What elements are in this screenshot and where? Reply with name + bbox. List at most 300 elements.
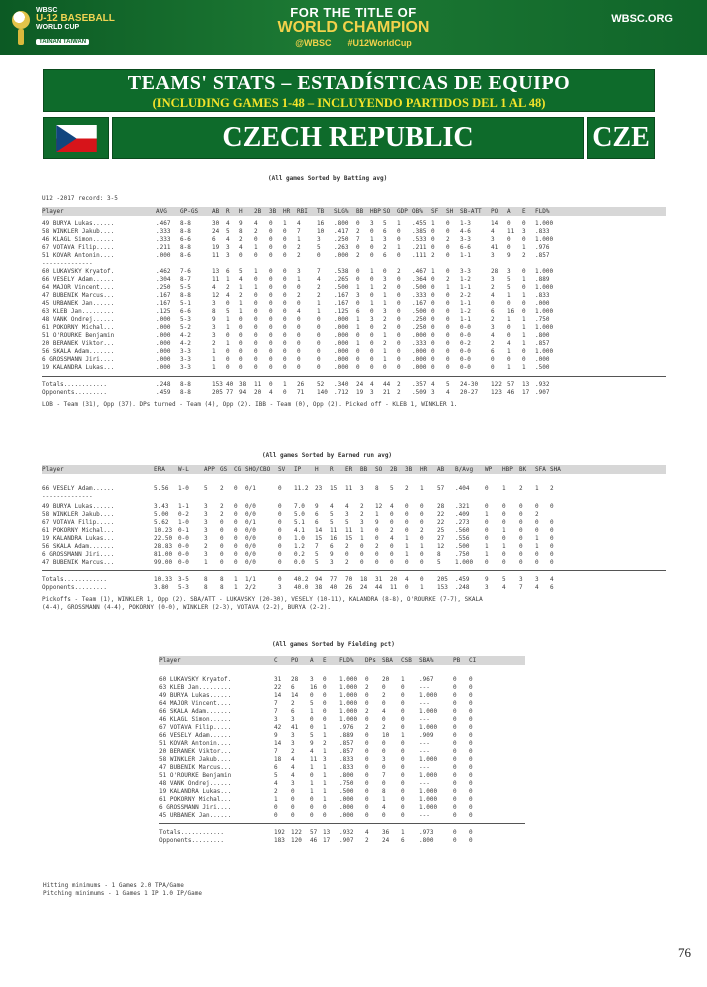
pitching-header-cell: GS bbox=[220, 466, 228, 473]
fielding-cell: 22 bbox=[274, 684, 282, 691]
batting-opponents-cell: 123 bbox=[491, 389, 502, 396]
fielding-cell: 0 bbox=[401, 764, 405, 771]
pitching-opponents-cell: 3.80 bbox=[154, 584, 169, 591]
pitching-cell: 0 bbox=[550, 535, 554, 542]
batting-cell: 6 bbox=[383, 252, 387, 259]
pitching-totals-cell: 0 bbox=[420, 576, 424, 583]
batting-cell: 0 bbox=[269, 268, 273, 275]
pitching-cell: 0 bbox=[278, 551, 282, 558]
batting-cell: 0 bbox=[254, 356, 258, 363]
pitching-opponents-cell: 4 bbox=[502, 584, 506, 591]
fielding-cell: 67 VOTAVA Filip..... bbox=[159, 724, 232, 731]
pitching-cell: 0 bbox=[390, 559, 394, 566]
batting-cell: 0 bbox=[239, 348, 243, 355]
pitching-cell: 0 bbox=[234, 527, 238, 534]
fielding-cell: 4 bbox=[291, 772, 295, 779]
batting-opponents-cell: 205 bbox=[212, 389, 223, 396]
pitching-cell: 0 bbox=[420, 551, 424, 558]
batting-cell: 0 bbox=[283, 316, 287, 323]
fielding-row bbox=[159, 700, 525, 708]
pitching-cell: 2 bbox=[519, 485, 523, 492]
batting-cell: 0 bbox=[254, 340, 258, 347]
batting-cell: 1.000 bbox=[535, 308, 554, 315]
batting-cell: 0 bbox=[397, 332, 401, 339]
fielding-cell: 0 bbox=[382, 700, 386, 707]
fielding-cell: 0 bbox=[401, 756, 405, 763]
pitching-cell: 12 bbox=[437, 543, 445, 550]
batting-cell: 4 bbox=[491, 292, 495, 299]
batting-cell: 0 bbox=[397, 252, 401, 259]
batting-cell: 8-8 bbox=[180, 220, 191, 227]
batting-header-cell: GP-GS bbox=[180, 208, 199, 215]
pitching-opponents-cell: 3 bbox=[485, 584, 489, 591]
fielding-cell: 1.000 bbox=[339, 692, 358, 699]
fielding-cell: 46 KLAGL Simon...... bbox=[159, 716, 232, 723]
batting-cell: 3-3 bbox=[460, 236, 471, 243]
batting-cell: 0 bbox=[507, 332, 511, 339]
batting-cell: 2 bbox=[239, 292, 243, 299]
batting-cell: 2 bbox=[356, 228, 360, 235]
pitching-cell: 2 bbox=[390, 527, 394, 534]
batting-cell: 1 bbox=[446, 284, 450, 291]
batting-cell: 0 bbox=[431, 316, 435, 323]
batting-cell: 3 bbox=[507, 268, 511, 275]
batting-cell: 0 bbox=[491, 356, 495, 363]
batting-cell: .000 bbox=[412, 348, 427, 355]
fielding-cell: 0 bbox=[323, 716, 327, 723]
batting-cell: 1.000 bbox=[535, 324, 554, 331]
totals-rule bbox=[42, 570, 666, 571]
batting-cell: 0 bbox=[269, 316, 273, 323]
batting-totals-cell: 44 bbox=[383, 381, 391, 388]
fielding-cell: 1.000 bbox=[419, 772, 438, 779]
fielding-cell: 0 bbox=[401, 780, 405, 787]
fielding-cell: .800 bbox=[339, 772, 354, 779]
pitching-header-cell: HR bbox=[420, 466, 428, 473]
batting-cell: 0 bbox=[491, 364, 495, 371]
batting-cell: 4-2 bbox=[180, 340, 191, 347]
pitching-cell: 61 POKORNY Michal... bbox=[42, 527, 115, 534]
batting-header-cell: AVG bbox=[156, 208, 167, 215]
pitching-cell: 0 bbox=[390, 511, 394, 518]
pitching-totals-cell: 5 bbox=[502, 576, 506, 583]
batting-cell: 0 bbox=[269, 300, 273, 307]
website-link[interactable]: WBSC.ORG bbox=[611, 13, 673, 25]
pitching-cell: 0/0 bbox=[245, 543, 256, 550]
pitching-cell: 6 bbox=[330, 543, 334, 550]
fielding-row bbox=[159, 676, 525, 684]
batting-cell: 1 bbox=[239, 308, 243, 315]
pitching-opponents-cell: 24 bbox=[360, 584, 368, 591]
pitching-cell: 9 bbox=[330, 551, 334, 558]
pitching-cell: 0 bbox=[234, 551, 238, 558]
fielding-cell: 0 bbox=[453, 732, 457, 739]
pitching-cell: .404 bbox=[455, 485, 470, 492]
pitching-totals-cell: Totals............ bbox=[42, 576, 108, 583]
batting-cell: 0 bbox=[397, 324, 401, 331]
batting-cell: 48 VANK Ondrej...... bbox=[42, 316, 115, 323]
batting-cell: 0 bbox=[356, 356, 360, 363]
batting-cell: 1.000 bbox=[535, 268, 554, 275]
fielding-cell: .833 bbox=[339, 764, 354, 771]
batting-cell: 0 bbox=[283, 308, 287, 315]
fielding-cell: 2 bbox=[365, 684, 369, 691]
fielding-cell: 0 bbox=[469, 724, 473, 731]
batting-cell: 1 bbox=[356, 340, 360, 347]
batting-cell: 0 bbox=[269, 308, 273, 315]
pitching-cell: 0 bbox=[502, 511, 506, 518]
fielding-cell: 0 bbox=[469, 692, 473, 699]
fielding-cell: 45 URBANEK Jan...... bbox=[159, 812, 232, 819]
fielding-totals-cell: 4 bbox=[365, 829, 369, 836]
batting-cell: 0 bbox=[397, 316, 401, 323]
fielding-cell: 0 bbox=[469, 676, 473, 683]
fielding-cell: 0 bbox=[382, 740, 386, 747]
batting-opponents-cell: 2 bbox=[397, 389, 401, 396]
batting-cell: 0 bbox=[431, 332, 435, 339]
batting-opponents-cell: 4 bbox=[269, 389, 273, 396]
batting-cell: 0 bbox=[269, 276, 273, 283]
fielding-cell: 4 bbox=[274, 780, 278, 787]
fielding-cell: .000 bbox=[339, 796, 354, 803]
batting-cell: 0 bbox=[283, 292, 287, 299]
fielding-cell: 3 bbox=[323, 756, 327, 763]
pitching-cell: 0 bbox=[420, 535, 424, 542]
fielding-cell: 0 bbox=[365, 676, 369, 683]
fielding-cell: 0 bbox=[453, 780, 457, 787]
batting-cell: 66 VESELY Adam...... bbox=[42, 276, 115, 283]
batting-header-cell: 2B bbox=[254, 208, 262, 215]
batting-cell: .265 bbox=[334, 276, 349, 283]
batting-cell: 0 bbox=[226, 356, 230, 363]
pitching-cell: 1 bbox=[405, 551, 409, 558]
fielding-cell: 6 bbox=[291, 684, 295, 691]
fielding-cell: 0 bbox=[469, 708, 473, 715]
fielding-cell: 1.000 bbox=[419, 724, 438, 731]
batting-cell: 0 bbox=[370, 252, 374, 259]
batting-cell: .250 bbox=[156, 284, 171, 291]
pitching-cell: 15 bbox=[345, 535, 353, 542]
fielding-cell: 1.000 bbox=[419, 756, 438, 763]
fielding-cell: 0 bbox=[401, 812, 405, 819]
pitching-cell: 1-0 bbox=[178, 519, 189, 526]
batting-cell: 0 bbox=[283, 364, 287, 371]
batting-cell: 5 bbox=[507, 276, 511, 283]
page-number: 76 bbox=[678, 945, 691, 960]
batting-header-cell: GDP bbox=[397, 208, 408, 215]
batting-cell: 1 bbox=[226, 324, 230, 331]
batting-cell: 0 bbox=[397, 356, 401, 363]
batting-cell: .976 bbox=[535, 244, 550, 251]
batting-cell: .857 bbox=[535, 252, 550, 259]
batting-cell: .000 bbox=[156, 348, 171, 355]
fielding-cell: 63 KLEB Jan......... bbox=[159, 684, 232, 691]
batting-cell: 0 bbox=[507, 244, 511, 251]
pitching-cell: 0 bbox=[405, 559, 409, 566]
fielding-header-cell: PO bbox=[291, 657, 299, 664]
fielding-cell: 3 bbox=[291, 780, 295, 787]
batting-cell: 0 bbox=[522, 300, 526, 307]
pitching-cell: 2 bbox=[345, 543, 349, 550]
batting-opponents-cell: 77 bbox=[226, 389, 234, 396]
batting-cell: 0 bbox=[254, 324, 258, 331]
batting-cell: 20 BERANEK Viktor... bbox=[42, 340, 115, 347]
batting-cell: 0 bbox=[370, 292, 374, 299]
pitching-cell: 0 bbox=[375, 527, 379, 534]
fielding-header-cell: E bbox=[323, 657, 327, 664]
batting-cell: 0 bbox=[431, 340, 435, 347]
pitching-cell: 11 bbox=[345, 485, 353, 492]
fielding-cell: 0 bbox=[401, 692, 405, 699]
batting-totals-cell: .932 bbox=[535, 381, 550, 388]
fielding-row bbox=[159, 812, 525, 820]
pitching-cell: 12 bbox=[375, 503, 383, 510]
batting-cell: 0 bbox=[239, 356, 243, 363]
batting-cell: .125 bbox=[156, 308, 171, 315]
batting-cell: 1 bbox=[507, 316, 511, 323]
fielding-opponents-row bbox=[159, 837, 525, 845]
batting-cell: 0 bbox=[491, 300, 495, 307]
pitching-cell: 3 bbox=[204, 535, 208, 542]
fielding-cell: 0 bbox=[453, 684, 457, 691]
logo-location: TAINAN TAIWAN bbox=[36, 39, 89, 45]
batting-cell: 5-5 bbox=[180, 284, 191, 291]
pitching-cell: 6 GROSSMANN Jiri.... bbox=[42, 551, 115, 558]
pitching-cell: 0 bbox=[519, 559, 523, 566]
batting-cell: 0 bbox=[446, 300, 450, 307]
pitching-cell: 1 bbox=[420, 485, 424, 492]
pitching-cell: 7.0 bbox=[294, 503, 305, 510]
pitching-opponents-cell: 5-3 bbox=[178, 584, 189, 591]
fielding-cell: 0 bbox=[453, 716, 457, 723]
fielding-header-cell: A bbox=[310, 657, 314, 664]
pitching-cell: 0 bbox=[519, 535, 523, 542]
batting-cell: 5 bbox=[239, 268, 243, 275]
batting-cell: 0 bbox=[431, 324, 435, 331]
pitching-cell: 0.0 bbox=[294, 559, 305, 566]
batting-cell: 1-1 bbox=[460, 252, 471, 259]
batting-cell: 0 bbox=[254, 364, 258, 371]
fielding-cell: 58 WINKLER Jakub.... bbox=[159, 756, 232, 763]
fielding-cell: 51 KOVAR Antonin.... bbox=[159, 740, 232, 747]
batting-cell: 7 bbox=[297, 228, 301, 235]
pitching-header-cell: HBP bbox=[502, 466, 513, 473]
batting-cell: 3 bbox=[383, 308, 387, 315]
batting-cell: 0 bbox=[397, 236, 401, 243]
pitching-header-cell: CG bbox=[234, 466, 242, 473]
fielding-row bbox=[159, 788, 525, 796]
pitching-opponents-cell: 11 bbox=[390, 584, 398, 591]
pitching-cell: 0 bbox=[519, 519, 523, 526]
fielding-cell: 0 bbox=[310, 724, 314, 731]
batting-cell: 2 bbox=[317, 284, 321, 291]
batting-cell: 0 bbox=[283, 332, 287, 339]
batting-cell: .000 bbox=[156, 340, 171, 347]
totals-rule bbox=[159, 823, 525, 824]
pitching-cell: 2 bbox=[204, 543, 208, 550]
batting-cell: 0 bbox=[269, 356, 273, 363]
fielding-cell: 0 bbox=[382, 764, 386, 771]
batting-cell: 11 bbox=[212, 276, 220, 283]
pitching-cell: 0 bbox=[502, 503, 506, 510]
fielding-cell: 1 bbox=[382, 796, 386, 803]
batting-cell: 0 bbox=[446, 332, 450, 339]
pitching-cell: 5.1 bbox=[294, 519, 305, 526]
batting-cell: .167 bbox=[334, 300, 349, 307]
fielding-row bbox=[159, 724, 525, 732]
fielding-cell: 0 bbox=[365, 796, 369, 803]
fielding-cell: 0 bbox=[323, 692, 327, 699]
batting-cell: 0 bbox=[283, 252, 287, 259]
fielding-opponents-cell: Opponents......... bbox=[159, 837, 225, 844]
batting-opponents-cell: 71 bbox=[297, 389, 305, 396]
batting-cell: 24 bbox=[212, 228, 220, 235]
fielding-cell: 1 bbox=[323, 780, 327, 787]
fielding-row bbox=[159, 756, 525, 764]
batting-cell: .000 bbox=[334, 332, 349, 339]
batting-cell: 0 bbox=[397, 364, 401, 371]
batting-cell: 1.000 bbox=[535, 236, 554, 243]
fielding-cell: 0 bbox=[453, 804, 457, 811]
fielding-cell: 0 bbox=[291, 788, 295, 795]
batting-cell: 1 bbox=[317, 308, 321, 315]
pitching-row bbox=[42, 503, 666, 511]
pitching-cell: 0 bbox=[485, 519, 489, 526]
pitching-header-cell: IP bbox=[294, 466, 302, 473]
fielding-cell: 19 KALANDRA Lukas... bbox=[159, 788, 232, 795]
batting-cell: 1 bbox=[317, 300, 321, 307]
pitching-cell: 0 bbox=[420, 519, 424, 526]
batting-cell: 0 bbox=[446, 340, 450, 347]
batting-totals-cell: 38 bbox=[239, 381, 247, 388]
fielding-cell: 2 bbox=[365, 724, 369, 731]
pitching-cell: 6 bbox=[315, 519, 319, 526]
pitching-header-cell: SHA bbox=[550, 466, 561, 473]
pitching-opponents-cell: Opponents......... bbox=[42, 584, 108, 591]
fielding-cell: 0 bbox=[323, 804, 327, 811]
pitching-cell: 49 BURYA Lukas...... bbox=[42, 503, 115, 510]
pitching-cell: 4.1 bbox=[294, 527, 305, 534]
batting-cell: 0 bbox=[446, 292, 450, 299]
batting-header-cell: FLD% bbox=[535, 208, 550, 215]
fielding-cell: 0 bbox=[469, 740, 473, 747]
batting-cell: 1 bbox=[522, 364, 526, 371]
pitching-cell: 14 bbox=[315, 527, 323, 534]
fielding-cell: 0 bbox=[274, 804, 278, 811]
batting-cell: 9 bbox=[239, 220, 243, 227]
fielding-cell: 6 bbox=[274, 764, 278, 771]
fielding-cell: 0 bbox=[365, 764, 369, 771]
batting-totals-cell: Totals............ bbox=[42, 381, 108, 388]
fielding-header-cell: CI bbox=[469, 657, 477, 664]
pitching-cell: 1 bbox=[535, 535, 539, 542]
fielding-totals-cell: 1 bbox=[401, 829, 405, 836]
batting-cell: 7-6 bbox=[180, 268, 191, 275]
batting-cell: 0 bbox=[317, 364, 321, 371]
fielding-cell: 2 bbox=[323, 740, 327, 747]
batting-cell: 1-1 bbox=[460, 300, 471, 307]
pitching-cell: 0 bbox=[390, 543, 394, 550]
fielding-cell: 16 bbox=[310, 684, 318, 691]
batting-cell: .000 bbox=[334, 324, 349, 331]
fielding-cell: 0 bbox=[291, 804, 295, 811]
pitching-cell: 0 bbox=[234, 485, 238, 492]
fielding-cell: 6 bbox=[291, 708, 295, 715]
pitching-cell: 1 bbox=[502, 543, 506, 550]
fielding-cell: 1 bbox=[310, 764, 314, 771]
batting-cell: 0 bbox=[522, 348, 526, 355]
batting-totals-cell: 4 bbox=[370, 381, 374, 388]
fielding-cell: 0 bbox=[365, 732, 369, 739]
pitching-cell: 2 bbox=[375, 543, 379, 550]
batting-cell: 1 bbox=[383, 332, 387, 339]
pitching-totals-cell: 3-5 bbox=[178, 576, 189, 583]
pitching-cell: 0 bbox=[550, 543, 554, 550]
fielding-cell: 1 bbox=[323, 732, 327, 739]
pitching-cell: 1 bbox=[485, 551, 489, 558]
pitching-opponents-cell: 1 bbox=[234, 584, 238, 591]
batting-cell: 47 BUBENIK Marcus... bbox=[42, 292, 115, 299]
pitching-cell: 0/0 bbox=[245, 535, 256, 542]
batting-cell: 0 bbox=[239, 364, 243, 371]
fielding-row bbox=[159, 780, 525, 788]
batting-totals-cell: .357 bbox=[412, 381, 427, 388]
fielding-cell: 1.000 bbox=[419, 708, 438, 715]
batting-cell: .000 bbox=[535, 356, 550, 363]
fielding-header-cell: C bbox=[274, 657, 278, 664]
batting-cell: .500 bbox=[412, 284, 427, 291]
batting-cell: 0 bbox=[431, 356, 435, 363]
pitching-totals-cell: 4 bbox=[405, 576, 409, 583]
pitching-notes-line1: Pickoffs - Team (1), WINKLER 1, Opp (2). SBA/ATT - LUKAVSKY (20-30), VESELY (10-11), KALANDRA (8-8), O'ROURKE (7-7), SKALA bbox=[42, 596, 483, 603]
czech-flag-icon bbox=[55, 125, 98, 152]
pitching-cell: 0 bbox=[220, 543, 224, 550]
pitching-totals-cell: 1/1 bbox=[245, 576, 256, 583]
batting-header-cell: SO bbox=[383, 208, 391, 215]
fielding-cell: 0 bbox=[291, 796, 295, 803]
fielding-cell: .000 bbox=[339, 812, 354, 819]
team-name: CZECH REPUBLIC bbox=[112, 117, 584, 159]
batting-opponents-cell: .907 bbox=[535, 389, 550, 396]
fielding-cell: 0 bbox=[453, 756, 457, 763]
batting-header-cell: SB-ATT bbox=[460, 208, 482, 215]
batting-header-cell: A bbox=[507, 208, 511, 215]
batting-totals-cell: 24 bbox=[356, 381, 364, 388]
batting-cell: 0 bbox=[254, 300, 258, 307]
pitching-cell: 0 bbox=[278, 527, 282, 534]
batting-cell: 45 URBANEK Jan...... bbox=[42, 300, 115, 307]
fielding-cell: 3 bbox=[274, 716, 278, 723]
batting-cell: 2 bbox=[522, 252, 526, 259]
batting-cell: 3 bbox=[370, 316, 374, 323]
fielding-cell: 1 bbox=[310, 708, 314, 715]
fielding-cell: 0 bbox=[469, 716, 473, 723]
hitting-minimums: Hitting minimums - 1 Games 2.0 TPA/Game bbox=[43, 882, 184, 889]
pitching-cell: .750 bbox=[455, 551, 470, 558]
batting-totals-cell: 57 bbox=[507, 381, 515, 388]
fielding-cell: .857 bbox=[339, 748, 354, 755]
headline-line1: FOR THE TITLE OF bbox=[290, 5, 417, 20]
pitching-cell: 5.62 bbox=[154, 519, 169, 526]
fielding-cell: 1 bbox=[323, 788, 327, 795]
batting-cell: 1 bbox=[522, 276, 526, 283]
batting-cell: .000 bbox=[412, 356, 427, 363]
pitching-cell: 0 bbox=[550, 503, 554, 510]
batting-cell: 0 bbox=[317, 316, 321, 323]
fielding-cell: .750 bbox=[339, 780, 354, 787]
batting-cell: 0 bbox=[317, 340, 321, 347]
batting-header-cell: SH bbox=[446, 208, 454, 215]
